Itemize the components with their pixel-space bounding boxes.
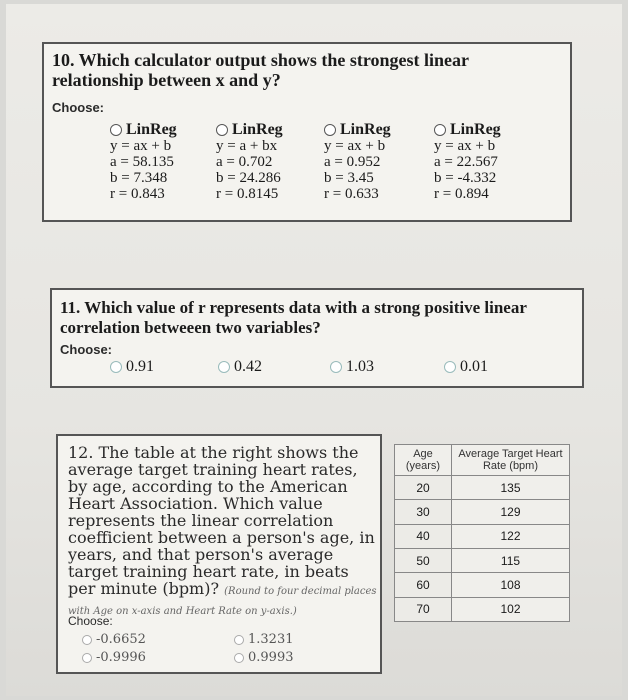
- table-row: [395, 500, 570, 524]
- option-0-01[interactable]: 0.01: [444, 358, 488, 376]
- option-1-3231[interactable]: 1.3231: [234, 632, 294, 647]
- option-0-42[interactable]: 0.42: [218, 358, 262, 376]
- option-equation: y = ax + b: [324, 138, 386, 154]
- age-cell: 30: [395, 500, 452, 524]
- option-head: LinReg: [232, 121, 283, 138]
- table-row: [395, 476, 570, 500]
- question-12-text: 12. The table at the right shows the average target training heart rates, by age, according to the American Heart Association. Which value represents the linear correlation coefficient between a person's age, in years, and that person's average target training heart rate, in beats per minute (bpm)? (Round to four decimal places with Age on x-axis and Heart Rate on y-axis.): [68, 443, 377, 617]
- radio-icon[interactable]: [234, 635, 244, 645]
- worksheet: [6, 4, 622, 696]
- option-equation: y = a + bx: [216, 138, 278, 154]
- age-cell: 40: [395, 524, 452, 548]
- option-linreg-2[interactable]: [216, 122, 326, 202]
- rounding-note: (Round to four decimal places with Age on x-axis and Heart Rate on y-axis.): [68, 586, 377, 617]
- rate-cell: 108: [452, 573, 570, 597]
- radio-icon[interactable]: [234, 653, 244, 663]
- option-r-value: r = 0.843: [110, 186, 165, 202]
- option-r-value: r = 0.894: [434, 186, 489, 202]
- option-b-value: b = -4.332: [434, 170, 497, 186]
- heart-rate-table: [394, 444, 570, 622]
- choose-label: Choose:: [68, 614, 113, 628]
- table-row: [395, 597, 570, 621]
- question-10: [42, 42, 572, 222]
- option-head: LinReg: [340, 121, 391, 138]
- rate-cell: 129: [452, 500, 570, 524]
- option-equation: y = ax + b: [110, 138, 172, 154]
- rate-cell: 122: [452, 524, 570, 548]
- option-0-91[interactable]: 0.91: [110, 358, 154, 376]
- radio-icon[interactable]: [330, 361, 342, 373]
- rate-cell: 102: [452, 597, 570, 621]
- table-row: [395, 573, 570, 597]
- rate-cell: 135: [452, 476, 570, 500]
- age-cell: 50: [395, 548, 452, 572]
- radio-icon[interactable]: [444, 361, 456, 373]
- age-header: Age (years): [395, 445, 452, 476]
- option-linreg-3[interactable]: [324, 122, 434, 202]
- option-a-value: a = 22.567: [434, 154, 498, 170]
- table-header-row: [395, 445, 570, 476]
- option-equation: y = ax + b: [434, 138, 496, 154]
- rate-cell: 115: [452, 548, 570, 572]
- option-neg-0-6652[interactable]: -0.6652: [82, 632, 146, 647]
- age-cell: 20: [395, 476, 452, 500]
- table-row: [395, 524, 570, 548]
- radio-icon[interactable]: [110, 124, 122, 136]
- radio-icon[interactable]: [218, 361, 230, 373]
- radio-icon[interactable]: [216, 124, 228, 136]
- option-linreg-1[interactable]: [110, 122, 220, 202]
- question-11: [50, 288, 584, 388]
- table-row: [395, 548, 570, 572]
- option-a-value: a = 58.135: [110, 154, 174, 170]
- question-12: [56, 434, 382, 674]
- question-10-text: 10. Which calculator output shows the strongest linear relationship between x and y?: [52, 50, 469, 90]
- radio-icon[interactable]: [82, 653, 92, 663]
- heart-rate-header: Average Target Heart Rate (bpm): [452, 445, 570, 476]
- option-1-03[interactable]: 1.03: [330, 358, 374, 376]
- option-head: LinReg: [126, 121, 177, 138]
- option-linreg-4[interactable]: [434, 122, 544, 202]
- option-a-value: a = 0.952: [324, 154, 381, 170]
- option-head: LinReg: [450, 121, 501, 138]
- option-b-value: b = 7.348: [110, 170, 168, 186]
- option-r-value: r = 0.633: [324, 186, 379, 202]
- radio-icon[interactable]: [82, 635, 92, 645]
- option-neg-0-9996[interactable]: -0.9996: [82, 650, 146, 665]
- option-0-9993[interactable]: 0.9993: [234, 650, 294, 665]
- radio-icon[interactable]: [110, 361, 122, 373]
- option-b-value: b = 24.286: [216, 170, 281, 186]
- age-cell: 70: [395, 597, 452, 621]
- option-b-value: b = 3.45: [324, 170, 374, 186]
- choose-label: Choose:: [60, 342, 112, 357]
- radio-icon[interactable]: [434, 124, 446, 136]
- question-11-text: 11. Which value of r represents data with a strong positive linear correlation betweeen two variables?: [60, 298, 527, 337]
- option-r-value: r = 0.8145: [216, 186, 279, 202]
- option-a-value: a = 0.702: [216, 154, 273, 170]
- choose-label: Choose:: [52, 100, 104, 115]
- radio-icon[interactable]: [324, 124, 336, 136]
- age-cell: 60: [395, 573, 452, 597]
